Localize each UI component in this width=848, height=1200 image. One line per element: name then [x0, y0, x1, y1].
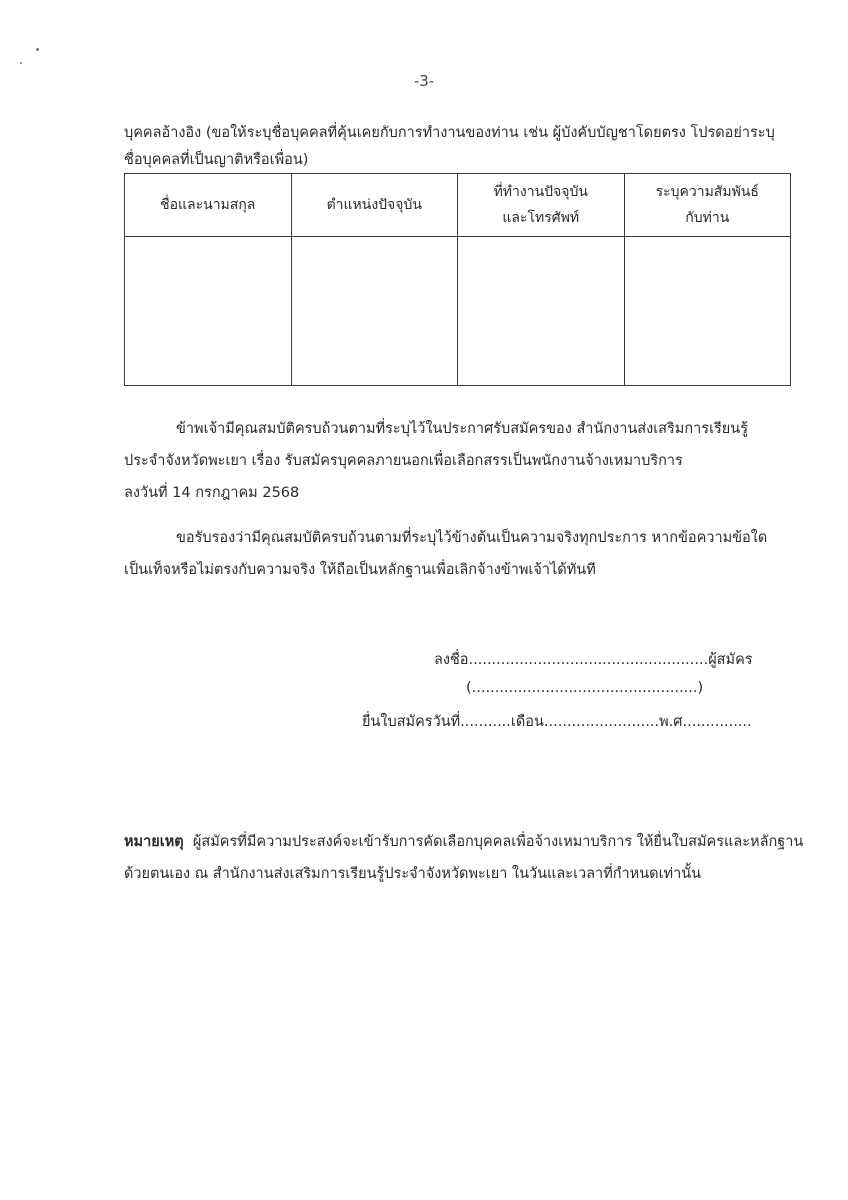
- certification-paragraph: [124, 522, 804, 586]
- note-section: [124, 826, 814, 890]
- header-workplace-text: และโทรศัพท์: [502, 210, 580, 226]
- note-text: ด้วยตนเอง ณ สำนักงานส่งเสริมการเรียนรู้ประจำจังหวัดพะเยา ในวันและเวลาที่กำหนดเท่านั้น: [124, 866, 702, 882]
- scan-speck: [36, 48, 39, 51]
- header-workplace-text: ที่ทำงานปัจจุบัน: [493, 184, 588, 200]
- paragraph-line: ลงวันที่ 14 กรกฎาคม 2568: [124, 485, 300, 501]
- note-first-line: [124, 826, 814, 858]
- paragraph-line: เป็นเท็จหรือไม่ตรงกับความจริง ให้ถือเป็นหลักฐานเพื่อเลิกจ้างข้าพเจ้าได้ทันที: [124, 562, 596, 578]
- table-cell-workplace[interactable]: [458, 237, 625, 386]
- table-row: [125, 237, 791, 386]
- table-cell-name[interactable]: [125, 237, 292, 386]
- table-cell-position[interactable]: [291, 237, 458, 386]
- header-position: [291, 174, 458, 237]
- table-header-row: [125, 174, 791, 237]
- note-text: ผู้สมัครที่มีความประสงค์จะเข้ารับการคัดเลือกบุคคลเพื่อจ้างเหมาบริการ ให้ยื่นใบสมัครและหลักฐาน: [192, 834, 804, 850]
- reference-table: [124, 173, 791, 386]
- submission-date-line: ยื่นใบสมัครวันที่...........เดือน.........................พ.ศ...............: [362, 714, 752, 730]
- header-position-text: ตำแหน่งปัจจุบัน: [326, 197, 422, 213]
- header-relationship-text: กับท่าน: [685, 210, 730, 226]
- printed-name-line: (.................................................): [466, 680, 704, 696]
- header-relationship-text: ระบุความสัมพันธ์: [655, 184, 759, 200]
- scan-speck: [20, 62, 22, 64]
- paragraph-line: ข้าพเจ้ามีคุณสมบัติครบถ้วนตามที่ระบุไว้ในประกาศรับสมัครของ สำนักงานส่งเสริมการเรียนรู้: [176, 421, 749, 437]
- qualification-paragraph: [124, 413, 804, 509]
- signature-line: ลงชื่อ....................................................ผู้สมัคร: [434, 652, 753, 668]
- paragraph-line: ขอรับรองว่ามีคุณสมบัติครบถ้วนตามที่ระบุไว้ข้างต้นเป็นความจริงทุกประการ หากข้อความข้อใด: [176, 530, 768, 546]
- table-cell-relationship[interactable]: [624, 237, 791, 386]
- reference-intro: [124, 120, 804, 174]
- page-number: -3-: [413, 72, 435, 90]
- header-name: [125, 174, 292, 237]
- paragraph-line: ประจำจังหวัดพะเยา เรื่อง รับสมัครบุคคลภายนอกเพื่อเลือกสรรเป็นพนักงานจ้างเหมาบริการ: [124, 453, 683, 469]
- reference-intro-line: บุคคลอ้างอิง (ขอให้ระบุชื่อบุคคลที่คุ้นเคยกับการทำงานของท่าน เช่น ผู้บังคับบัญชาโดยตรง โปรดอย่าระบุ: [124, 125, 775, 141]
- header-relationship: [624, 174, 791, 237]
- note-label: หมายเหตุ: [124, 834, 184, 850]
- header-workplace: [458, 174, 625, 237]
- header-name-text: ชื่อและนามสกุล: [160, 197, 256, 213]
- reference-intro-line: ชื่อบุคคลที่เป็นญาติหรือเพื่อน): [124, 152, 309, 168]
